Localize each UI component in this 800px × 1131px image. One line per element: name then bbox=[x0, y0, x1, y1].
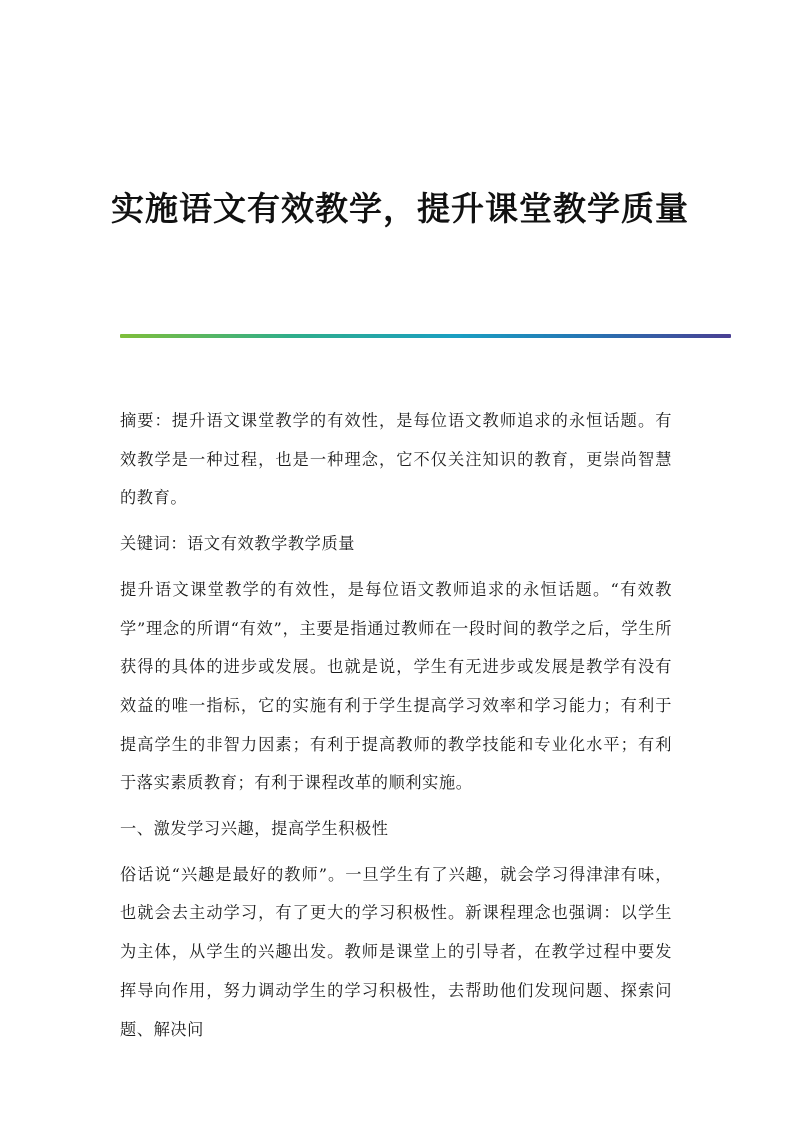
keywords-line: 关键词：语文有效教学教学质量 bbox=[120, 534, 356, 554]
section-paragraph: 俗话说“兴趣是最好的教师”。一旦学生有了兴趣，就会学习得津津有味，也就会去主动学习，有了更大的学习积极性。新课程理念也强调：以学生为主体，从学生的兴趣出发。教师是课堂上的引导者，在教学过程中要发挥导向作用，努力调动学生的学习积极性，去帮助他们发现问题、探索问题、解决问 bbox=[120, 864, 672, 1039]
abstract-paragraph: 摘要：提升语文课堂教学的有效性，是每位语文教师追求的永恒话题。有效教学是一种过程，也是一种理念，它不仅关注知识的教育，更崇尚智慧的教育。 bbox=[120, 411, 672, 508]
document-title: 实施语文有效教学，提升课堂教学质量 bbox=[111, 189, 689, 228]
body-paragraph: 提升语文课堂教学的有效性，是每位语文教师追求的永恒话题。“有效教学”理念的所谓“有效”，主要是指通过教师在一段时间的教学之后，学生所获得的具体的进步或发展。也就是说，学生有无进步或发展是教学有没有效益的唯一指标，它的实施有利于学生提高学习效率和学习能力；有利于提高学生的非智力因素；有利于提高教师的教学技能和专业化水平；有利于落实素质教育；有利于课程改革的顺利实施。 bbox=[120, 579, 672, 793]
title-divider bbox=[120, 334, 731, 338]
document-body bbox=[120, 402, 672, 1049]
section-heading: 一、激发学习兴趣，提高学生积极性 bbox=[120, 819, 389, 839]
